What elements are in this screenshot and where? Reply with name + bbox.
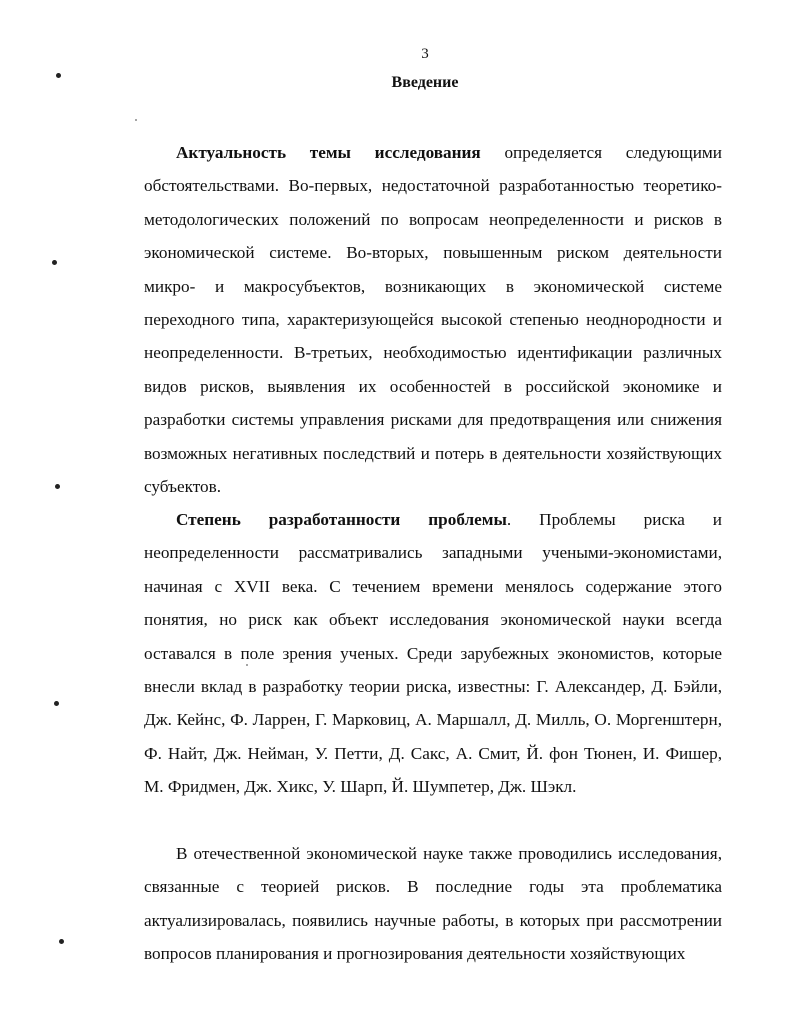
margin-dot-2 [52, 260, 57, 265]
margin-dot-4 [54, 701, 59, 706]
paragraph-relevance-block [144, 136, 722, 503]
margin-dot-5 [59, 939, 64, 944]
section-heading: Введение [391, 74, 459, 91]
paragraph-domestic-text: В отечественной экономической науке также проводились исследования, связанные с теорией рисков. В последние годы эта проблематика актуализировалась, появились научные работы, в которых при рассмотрении вопросов планирования и прогнозирования деятельности хозяйствующих [144, 844, 722, 964]
scan-speck-1 [135, 119, 137, 121]
paragraph-relevance [144, 136, 722, 503]
paragraph-development-lead: Степень разработанности проблемы [176, 510, 507, 529]
page-number: 3 [421, 46, 429, 62]
margin-dot-3 [55, 484, 60, 489]
paragraph-domestic-block [144, 837, 722, 971]
paragraph-development [144, 503, 722, 804]
paragraph-development-block [144, 503, 722, 804]
paragraph-domestic [144, 837, 722, 971]
paragraph-development-text: . Проблемы риска и неопределенности рассматривались западными учеными-экономистами, начиная с XVII века. С течением времени менялось содержание этого понятия, но риск как объект исследования экономической науки всегда оставался в поле зрения ученых. Среди зарубежных экономистов, которые внесли вклад в разработку теории риска, известны: Г. Александер, Д. Бэйли, Дж. Кейнс, Ф. Ларрен, Г. Марковиц, А. Маршалл, Д. Милль, О. Моргенштерн, Ф. Найт, Дж. Нейман, У. Петти, Д. Сакс, А. Смит, Й. фон Тюнен, И. Фишер, М. Фридмен, Дж. Хикс, У. Шарп, Й. Шумпетер, Дж. Шэкл. [144, 510, 722, 797]
margin-dot-1 [56, 73, 61, 78]
paragraph-relevance-text: определяется следующими обстоятельствами. Во-первых, недостаточной разработанностью теоретико-методологических положений по вопросам неопределенности и рисков в экономической системе. Во-вторых, повышенным риском деятельности микро- и макросубъектов, возникающих в экономической системе переходного типа, характеризующейся высокой степенью неоднородности и неопределенности. В-третьих, необходимостью идентификации различных видов рисков, выявления их особенностей в российской экономике и разработки системы управления рисками для предотвращения или снижения возможных негативных последствий и потерь в деятельности хозяйствующих субъектов. [144, 143, 723, 497]
scan-speck-2 [246, 664, 248, 666]
paragraph-relevance-lead: Актуальность темы исследования [176, 143, 481, 162]
